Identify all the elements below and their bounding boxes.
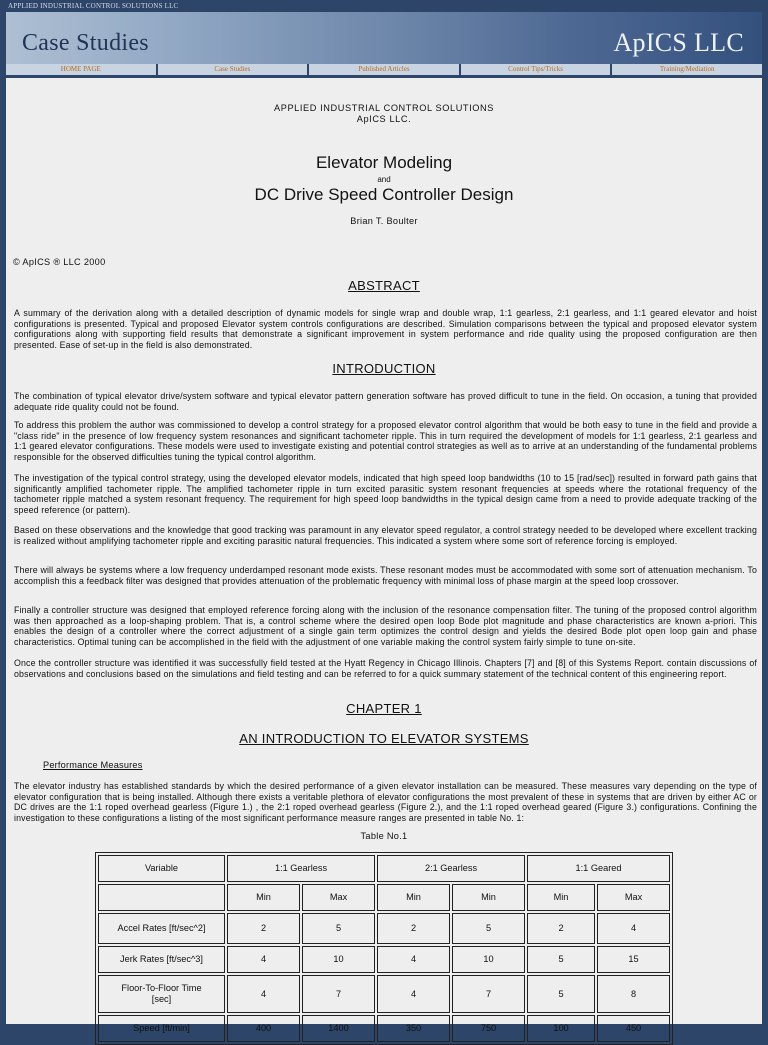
header-cell: Min	[227, 884, 300, 911]
main-nav	[6, 64, 762, 76]
row-label: Jerk Rates [ft/sec^3]	[98, 946, 225, 973]
table-row	[98, 913, 670, 944]
title-conjunction: and	[377, 175, 391, 184]
table-cell: 4	[227, 946, 300, 973]
header-cell: Min	[377, 884, 450, 911]
intro-paragraph: Once the controller structure was identified it was successfully field tested at the Hyatt Regency in Chicago Illinois. Chapters [7] and [8] of this Systems Report. contain discussions of observations and conclusions based on the simulations and field testing and can be referred to for a quick summary statement of the technical content of this engineering report.	[14, 658, 757, 679]
table-cell: 450	[597, 1015, 670, 1042]
table-cell: 4	[377, 946, 450, 973]
header-cell: Min	[527, 884, 595, 911]
document-subtitle: DC Drive Speed Controller Design	[254, 185, 514, 204]
table-cell: 750	[452, 1015, 525, 1042]
header-cell: Max	[302, 884, 375, 911]
performance-measures-heading: Performance Measures	[43, 760, 143, 770]
document-title: Elevator Modeling	[315, 153, 453, 172]
performance-paragraph: The elevator industry has established standards by which the desired performance of a given elevator installation can be measured. These measures vary depending on the type of elevator configuration that is being installed. Although there exists a veritable plethora of elevator configurations the most prevalent of these in systems that are driven by either AC or DC drives are the 1:1 roped overhead gearless (Figure 1.) , the 2:1 roped overhead gearless (Figure 2.), and the 1:1 roped overhead geared (Figure 3.) configurations. Confining the investigation to these configurations a listing of the most significant performance measure ranges are presented in table No. 1:	[14, 781, 757, 823]
table-cell: 4	[227, 975, 300, 1013]
table-caption: Table No.1	[360, 831, 408, 841]
table-row	[98, 946, 670, 973]
nav-home[interactable]: HOME PAGE	[6, 64, 156, 75]
table-cell: 7	[452, 975, 525, 1013]
header-cell: Max	[597, 884, 670, 911]
table-cell: 4	[597, 913, 670, 944]
author: Brian T. Boulter	[350, 216, 418, 226]
intro-paragraph: The investigation of the typical control strategy, using the developed elevator models, indicated that high speed loop bandwidths (10 to 15 [rad/sec]) resulted in forward path gains that significantly amplified tachometer ripple. The amplified tachometer ripple in turn excited parasitic system resonant frequencies at speeds where the rotational frequency of the tachometer ripple matched a system resonant frequency. The requirement for high speed loop bandwidths in the typical design came from a need to provide adequate tracking of the speed reference (or pattern).	[14, 473, 757, 515]
company-name: APPLIED INDUSTRIAL CONTROL SOLUTIONS	[273, 103, 495, 113]
nav-case-studies[interactable]: Case Studies	[158, 64, 308, 75]
copyright: © ApICS ® LLC 2000	[13, 257, 106, 267]
table-cell: 5	[527, 946, 595, 973]
header-cell: Variable	[98, 855, 225, 882]
article-content	[6, 78, 762, 1033]
intro-paragraph: To address this problem the author was commissioned to develop a control strategy for a proposed elevator control algorithm that would be both easy to tune in the field and provide a "class ride" in the presence of low frequency system resonances and significant tachometer ripple. This in turn required the development of models for 1:1 gearless, 2:1 gearless and 1:1 geared elevator configurations. These models were used to investigate existing and potential control strategies as well as to arrive at an understanding of the fundamental problems responsible for the observed difficulties tuning the typical control algorithm.	[14, 420, 757, 462]
row-label: Floor-To-Floor Time [sec]	[98, 975, 225, 1013]
table-cell: 100	[527, 1015, 595, 1042]
company-header	[6, 103, 762, 124]
header-cell: Min	[452, 884, 525, 911]
intro-paragraph: The combination of typical elevator drive/system software and typical elevator pattern generation software has proved difficult to tune in the field. On occasion, a tuning that provided adequate ride quality could not be found.	[14, 391, 757, 412]
header-cell	[98, 884, 225, 911]
abstract-heading: ABSTRACT	[348, 278, 420, 293]
introduction-heading: INTRODUCTION	[332, 361, 436, 376]
table-cell: 10	[452, 946, 525, 973]
table-cell: 4	[377, 975, 450, 1013]
header-cell: 2:1 Gearless	[377, 855, 525, 882]
chapter-heading: CHAPTER 1	[346, 701, 422, 716]
table-cell: 400	[227, 1015, 300, 1042]
table-cell: 7	[302, 975, 375, 1013]
table-cell: 5	[302, 913, 375, 944]
row-label: Speed [ft/min]	[98, 1015, 225, 1042]
header-cell: 1:1 Geared	[527, 855, 670, 882]
table-cell: 8	[597, 975, 670, 1013]
site-company-line: APPLIED INDUSTRIAL CONTROL SOLUTIONS LLC	[0, 0, 768, 12]
table-cell: 2	[527, 913, 595, 944]
nav-training[interactable]: Training/Mediation	[612, 64, 762, 75]
table-cell: 5	[452, 913, 525, 944]
abstract-paragraph: A summary of the derivation along with a detailed description of dynamic models for single wrap and double wrap, 1:1 gearless, 2:1 gearless, and 1:1 geared elevator and hoist configurations is presented. Typical and proposed Elevator system controls configurations are described. Simulation comparisons between the typical and proposed elevator system configurations along with supporting field results that demonstrate a significant improvement in system performance and ride quality using the proposed configuration are then presented. Ease of set-up in the field is also demonstrated.	[14, 308, 757, 350]
table-row	[98, 1015, 670, 1042]
section-title: Case Studies	[22, 30, 149, 56]
intro-paragraph: Finally a controller structure was designed that employed reference forcing along with the inclusion of the resonance compensation filter. The tuning of the proposed control algorithm was then approached as a loop-shaping problem. That is, a control scheme where the desired open loop Bode plot magnitude and phase characteristics are known a-priori. This enables the design of a controller where the correct adjustment of a single gain term optimizes the control design and yields the desired Bode plot open loop gain and phase characteristics. Optimal tuning can be accomplished in the field with the adjustment of one variable making the control system fairly simple to tune on-site.	[14, 605, 757, 647]
brand-logo-text[interactable]: ApICS LLC	[613, 28, 744, 57]
header-cell: 1:1 Gearless	[227, 855, 375, 882]
company-abbrev: ApICS LLC.	[356, 113, 412, 124]
table-cell: 350	[377, 1015, 450, 1042]
table-subheader-row	[98, 884, 670, 911]
table-cell: 15	[597, 946, 670, 973]
table-header-row	[98, 855, 670, 882]
intro-paragraph: Based on these observations and the knowledge that good tracking was paramount in any elevator speed regulator, a control strategy needed to be developed where excellent tracking is realized without amplifying tachometer ripple and exciting parasitic natural frequencies. This indicated a system where some sort of reference forcing is employed.	[14, 525, 757, 546]
intro-paragraph: There will always be systems where a low frequency underdamped resonant mode exists. These resonant modes must be accommodated with some sort of attenuation mechanism. To accomplish this a feedback filter was designed that provides attenuation of the problematic frequency with minimal loss of phase margin at the speed loop crossover.	[14, 565, 757, 586]
table-cell: 5	[527, 975, 595, 1013]
performance-table	[95, 852, 673, 1045]
nav-published-articles[interactable]: Published Articles	[309, 64, 459, 75]
table-cell: 2	[377, 913, 450, 944]
chapter-title: AN INTRODUCTION TO ELEVATOR SYSTEMS	[239, 731, 529, 746]
table-row	[98, 975, 670, 1013]
site-banner	[6, 12, 762, 64]
table-cell: 10	[302, 946, 375, 973]
nav-control-tips[interactable]: Control Tips/Tricks	[461, 64, 611, 75]
table-cell: 2	[227, 913, 300, 944]
row-label: Accel Rates [ft/sec^2]	[98, 913, 225, 944]
table-cell: 1400	[302, 1015, 375, 1042]
